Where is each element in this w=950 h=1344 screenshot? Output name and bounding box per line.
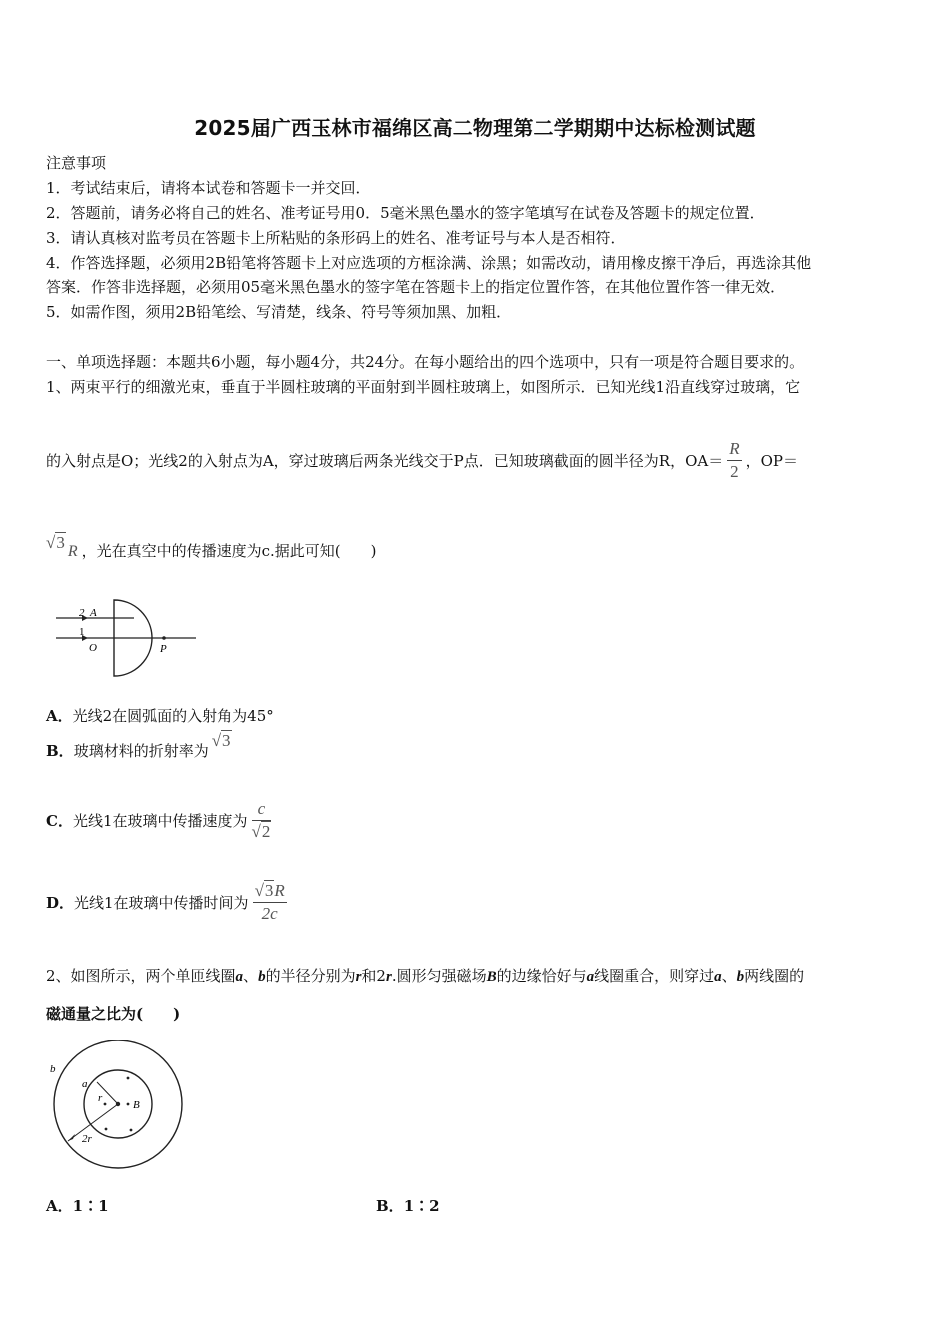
label-p: P bbox=[160, 643, 167, 655]
option-label: D． bbox=[46, 894, 75, 912]
label-field-b: B bbox=[133, 1099, 140, 1111]
label-a: a bbox=[82, 1078, 88, 1090]
frac-numerator: c bbox=[252, 798, 272, 821]
field-dot bbox=[104, 1103, 107, 1106]
q1-stem-text: ，光在真空中的传播速度为c.据此可知( ) bbox=[81, 542, 377, 560]
field-dot bbox=[127, 1077, 130, 1080]
field-dot bbox=[105, 1128, 108, 1131]
option-label: A． bbox=[46, 707, 73, 725]
option-label: A． bbox=[46, 1197, 73, 1215]
option-text: 1∶2 bbox=[403, 1197, 440, 1215]
radius-2r-line bbox=[68, 1104, 118, 1141]
label-2r: 2r bbox=[82, 1133, 92, 1145]
q2-option-a[interactable] bbox=[46, 1195, 109, 1216]
q1-stem-line3 bbox=[46, 533, 377, 561]
fraction-r-over-2 bbox=[727, 438, 741, 483]
option-label: B． bbox=[46, 742, 74, 760]
notice-item: 答案．作答非选择题，必须用05毫米黑色墨水的签字笔在答题卡上的指定位置作答，在其他位置作答一律无效． bbox=[46, 278, 786, 296]
q2-option-b[interactable] bbox=[376, 1195, 440, 1216]
label-ray1: 1 bbox=[79, 626, 85, 638]
option-text: 1∶1 bbox=[72, 1197, 109, 1215]
q1-stem-text: ，OP＝ bbox=[745, 452, 798, 470]
point-p-dot bbox=[162, 636, 166, 640]
label-ray2: 2 bbox=[79, 607, 85, 619]
page-title: 2025届广西玉林市福绵区高二物理第二学期期中达标检测试题 bbox=[194, 116, 756, 140]
sqrt-3: √3 bbox=[211, 731, 231, 750]
q1-stem-line2 bbox=[46, 438, 798, 483]
notice-item: 1．考试结束后，请将本试卷和答题卡一并交回． bbox=[46, 179, 371, 197]
fraction-sqrt3r-over-2c bbox=[253, 880, 287, 925]
frac-numerator: R bbox=[727, 438, 741, 461]
frac-denominator: 2 bbox=[730, 462, 739, 481]
fraction-c-over-sqrt2 bbox=[252, 798, 272, 843]
q1-option-c[interactable] bbox=[46, 798, 271, 843]
label-b: b bbox=[50, 1063, 56, 1075]
frac-denominator: √2 bbox=[251, 822, 271, 841]
frac-numerator: √3R bbox=[253, 880, 287, 903]
label-a: A bbox=[90, 607, 97, 619]
notice-item: 4．作答选择题，必须用2B铅笔将答题卡上对应选项的方框涂满、涂黑；如需改动，请用橡皮擦干净后，再选涂其他 bbox=[46, 254, 812, 272]
q1-stem-text: 的入射点是O；光线2的入射点为A，穿过玻璃后两条光线交于P点．已知玻璃截面的圆半径为R，OA＝ bbox=[46, 452, 724, 470]
label-o: O bbox=[89, 642, 97, 654]
option-text: 玻璃材料的折射率为 bbox=[73, 742, 209, 760]
notice-item: 2．答题前，请务必将自己的姓名、准考证号用0．5毫米黑色墨水的签字笔填写在试卷及答题卡的规定位置． bbox=[46, 204, 765, 222]
option-label: C． bbox=[46, 812, 73, 830]
q1-option-a[interactable] bbox=[46, 705, 274, 726]
option-text: 光线2在圆弧面的入射角为45° bbox=[72, 707, 274, 725]
notice-heading: 注意事项 bbox=[46, 154, 107, 172]
field-dot bbox=[127, 1103, 130, 1106]
notice-item: 5．如需作图，须用2B铅笔绘、写清楚，线条、符号等须加黑、加粗． bbox=[46, 303, 512, 321]
option-text: 光线1在玻璃中传播速度为 bbox=[72, 812, 248, 830]
section-heading: 一、单项选择题：本题共6小题，每小题4分，共24分。在每小题给出的四个选项中，只有一项是符合题目要求的。 bbox=[46, 353, 805, 371]
q1-figure-semicylinder bbox=[52, 590, 202, 682]
sqrt-3: √3 bbox=[46, 533, 65, 552]
frac-denominator: 2c bbox=[261, 904, 278, 923]
q2-stem-line1: 2、如图所示，两个单匝线圈a、b的半径分别为r和2r.圆形匀强磁场B的边缘恰好与a线圈重合，则穿过a、b两线圈的 bbox=[46, 967, 805, 985]
option-label: B． bbox=[376, 1197, 404, 1215]
r-symbol: R bbox=[67, 543, 78, 560]
option-text: 光线1在玻璃中传播时间为 bbox=[74, 894, 249, 912]
notice-item: 3．请认真核对监考员在答题卡上所粘贴的条形码上的姓名、准考证号与本人是否相符． bbox=[46, 229, 626, 247]
label-r: r bbox=[98, 1092, 103, 1104]
q1-option-b[interactable] bbox=[46, 731, 232, 761]
q2-stem-line2: 磁通量之比为( ) bbox=[46, 1005, 181, 1023]
q1-stem-line1: 1、两束平行的细激光束，垂直于半圆柱玻璃的平面射到半圆柱玻璃上，如图所示．已知光线1沿直线穿过玻璃，它 bbox=[46, 378, 801, 396]
q2-figure-coils bbox=[44, 1040, 194, 1180]
field-dot bbox=[130, 1129, 133, 1132]
q1-option-d[interactable] bbox=[46, 880, 287, 925]
